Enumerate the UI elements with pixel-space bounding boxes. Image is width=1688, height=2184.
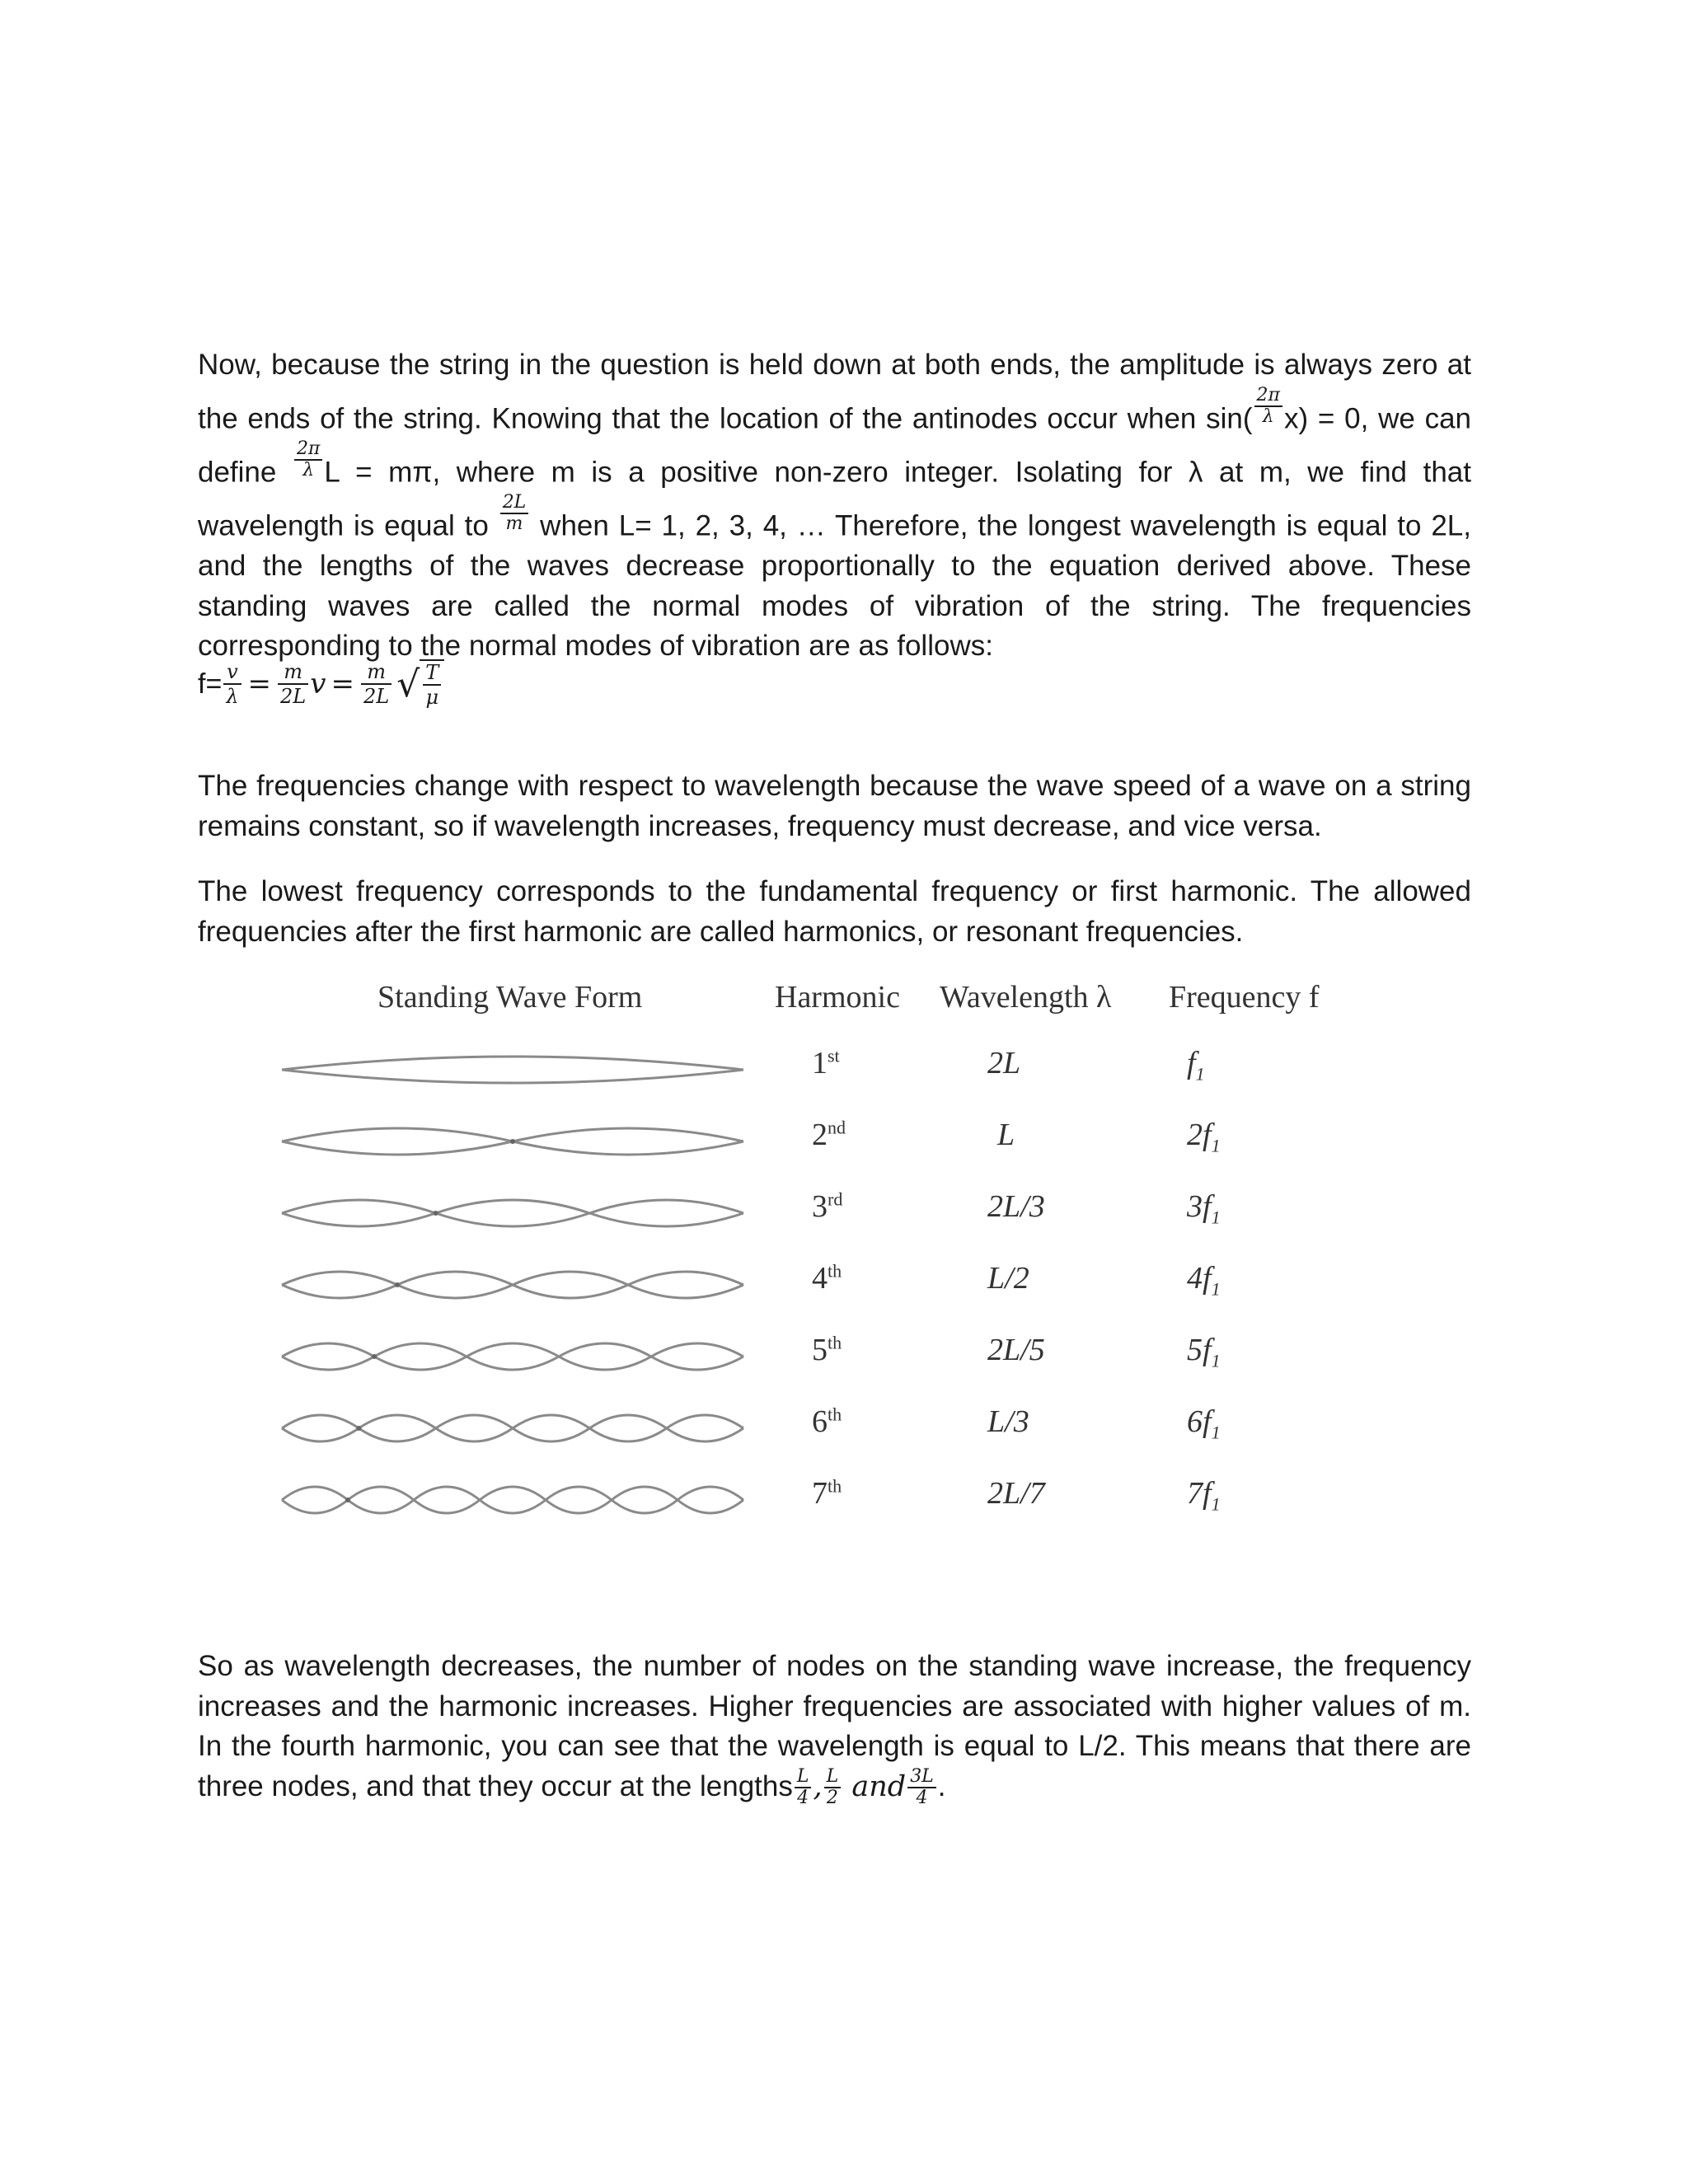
eq-v: v xyxy=(310,668,326,701)
frequency-coefficient: 2 xyxy=(1187,1118,1203,1152)
fraction-L-over-2 xyxy=(824,1767,842,1808)
frequency-cell xyxy=(1187,1117,1221,1157)
wave-form-2 xyxy=(282,1128,743,1155)
node-marker xyxy=(395,1282,400,1287)
wave-lower-envelope xyxy=(282,1500,743,1513)
frequency-subscript: 1 xyxy=(1211,1135,1221,1156)
frequency-coefficient: 4 xyxy=(1187,1261,1203,1296)
harmonic-ordinal-suffix: th xyxy=(828,1332,842,1353)
fraction-numerator: 2π xyxy=(294,439,322,461)
harmonic-number: 6 xyxy=(812,1404,828,1439)
harmonic-ordinal-suffix: st xyxy=(828,1045,840,1066)
frequency-subscript: 1 xyxy=(1211,1493,1221,1515)
fraction-numerator: m xyxy=(278,660,308,685)
paragraph-boundary-conditions xyxy=(198,345,1471,667)
fraction-numerator: L xyxy=(795,1767,812,1788)
frequency-subscript: 1 xyxy=(1211,1350,1221,1371)
fraction-m-over-2L-2 xyxy=(361,660,392,708)
fraction-denominator: 2L xyxy=(363,685,390,708)
wavelength-cell: 2L xyxy=(987,1046,1021,1080)
fraction-2pi-over-lambda-2 xyxy=(294,439,322,480)
harmonic-ordinal-suffix: rd xyxy=(828,1188,843,1210)
wave-form-5 xyxy=(282,1343,743,1370)
fraction-numerator: T xyxy=(423,661,441,686)
harmonic-cell xyxy=(812,1117,846,1153)
frequency-subscript: 1 xyxy=(1211,1422,1221,1443)
and-word: and xyxy=(842,1769,907,1803)
wave-lower-envelope xyxy=(282,1428,743,1441)
frequency-symbol: f xyxy=(1203,1189,1212,1224)
frequency-coefficient: 5 xyxy=(1187,1333,1203,1367)
wave-form-4 xyxy=(282,1272,743,1298)
radicand xyxy=(420,659,444,709)
fraction-numerator: m xyxy=(361,660,392,685)
frequency-coefficient: 7 xyxy=(1187,1476,1203,1511)
harmonic-cell xyxy=(812,1188,842,1225)
wave-upper-envelope xyxy=(282,1343,743,1357)
wavelength-cell: L/2 xyxy=(987,1261,1029,1296)
fraction-numerator: v xyxy=(223,660,241,685)
frequency-cell xyxy=(1187,1260,1221,1301)
paragraph-conclusion xyxy=(198,1647,1471,1808)
wavelength-cell: 2L/3 xyxy=(987,1189,1045,1224)
wave-upper-envelope xyxy=(282,1057,743,1070)
text-run: Now, because the string in the question is held down at both ends, the amplitude is always zero at the ends of the string. Knowing that the location of the antinodes occur when sin( xyxy=(198,349,1471,435)
harmonic-number: 5 xyxy=(812,1333,828,1367)
period: . xyxy=(937,1769,946,1802)
wave-upper-envelope xyxy=(282,1200,743,1213)
harmonic-cell xyxy=(812,1332,842,1368)
node-marker xyxy=(434,1211,438,1216)
frequency-cell xyxy=(1187,1188,1221,1229)
harmonic-number: 7 xyxy=(812,1476,828,1511)
harmonic-cell xyxy=(812,1475,842,1511)
harmonic-cell xyxy=(812,1260,842,1296)
wave-lower-envelope xyxy=(282,1285,743,1298)
fraction-2pi-over-lambda xyxy=(1254,386,1282,427)
frequency-symbol: f xyxy=(1187,1046,1196,1080)
fraction-denominator: λ xyxy=(1262,405,1274,427)
harmonic-cell xyxy=(812,1404,842,1440)
frequency-symbol: f xyxy=(1203,1118,1212,1152)
frequency-symbol: f xyxy=(1203,1476,1212,1511)
node-marker xyxy=(510,1139,515,1144)
frequency-symbol: f xyxy=(1203,1404,1212,1439)
radical-sign: √ xyxy=(396,663,420,705)
harmonic-ordinal-suffix: th xyxy=(828,1475,842,1497)
equals-sign: = xyxy=(247,668,272,701)
harmonic-number: 4 xyxy=(812,1261,828,1296)
text-run: So as wavelength decreases, the number of nodes on the standing wave increase, the frequency increases and the harmonic increases. Higher frequencies are associated with higher values of m. In the fourth harmonic, you can see that the wavelength is equal to L/2. This means that there are three nodes, and that they occur at the lengths xyxy=(198,1650,1471,1802)
harmonic-number: 2 xyxy=(812,1118,828,1152)
fraction-numerator: 2π xyxy=(1254,386,1282,407)
standing-wave-figure xyxy=(272,964,1360,1541)
text-run: L = mπ, where m is a positive non-zero integer. Isolating for λ at m, we find that wavelength is equal to xyxy=(198,456,1471,542)
fraction-denominator: m xyxy=(505,513,523,534)
harmonic-cell xyxy=(812,1045,840,1081)
frequency-coefficient: 6 xyxy=(1187,1404,1203,1439)
fraction-numerator: L xyxy=(824,1767,842,1788)
fraction-v-over-lambda xyxy=(223,660,241,708)
fraction-denominator: λ xyxy=(302,459,315,480)
paragraph-harmonics: The lowest frequency corresponds to the fundamental frequency or first harmonic. The allowed frequencies after the first harmonic are called harmonics, or resonant frequencies. xyxy=(198,875,1471,948)
wave-form-1 xyxy=(282,1057,743,1083)
frequency-cell xyxy=(1187,1475,1221,1516)
header-standing-wave-form: Standing Wave Form xyxy=(377,980,643,1015)
fraction-denominator: λ xyxy=(226,685,239,708)
frequency-coefficient: 3 xyxy=(1187,1189,1203,1224)
header-wavelength: Wavelength λ xyxy=(940,980,1112,1015)
harmonic-ordinal-suffix: th xyxy=(828,1404,842,1425)
wave-lower-envelope xyxy=(282,1213,743,1226)
fraction-3L-over-4 xyxy=(907,1767,936,1808)
fraction-denominator: 4 xyxy=(797,1788,809,1809)
harmonic-number: 3 xyxy=(812,1189,828,1224)
comma: , xyxy=(813,1769,823,1803)
header-frequency: Frequency f xyxy=(1169,980,1320,1015)
wave-lower-envelope xyxy=(282,1070,743,1083)
node-marker xyxy=(356,1426,361,1431)
square-root xyxy=(396,659,444,709)
wave-upper-envelope xyxy=(282,1272,743,1285)
fraction-L-over-4 xyxy=(795,1767,812,1808)
wave-upper-envelope xyxy=(282,1415,743,1428)
frequency-symbol: f xyxy=(1203,1333,1212,1367)
frequency-subscript: 1 xyxy=(1211,1278,1221,1300)
harmonic-ordinal-suffix: nd xyxy=(828,1117,846,1138)
frequency-cell xyxy=(1187,1404,1221,1444)
wavelength-cell: 2L/7 xyxy=(987,1476,1045,1511)
text-run: when L= 1, 2, 3, 4, … Therefore, the longest wavelength is equal to 2L, and the lengths of the waves decrease proportionally to the equation derived above. These standing waves are called the normal modes of vibration of the string. The frequencies corresponding to the normal modes of vibration are as follows: xyxy=(198,509,1471,663)
wave-upper-envelope xyxy=(282,1487,743,1500)
frequency-subscript: 1 xyxy=(1195,1063,1205,1085)
fraction-m-over-2L xyxy=(278,660,308,708)
fraction-denominator: 2L xyxy=(280,685,307,708)
paragraph-frequency-change: The frequencies change with respect to wavelength because the wave speed of a wave on a string remains constant, so if wavelength increases, frequency must decrease, and vice versa. xyxy=(198,770,1471,842)
frequency-cell xyxy=(1187,1332,1221,1372)
eq-f-label: f= xyxy=(198,668,223,700)
frequency-subscript: 1 xyxy=(1211,1207,1221,1228)
fraction-numerator: 2L xyxy=(500,493,529,514)
frequency-cell xyxy=(1187,1045,1205,1085)
fraction-denominator: 4 xyxy=(916,1788,928,1809)
fraction-numerator: 3L xyxy=(907,1767,936,1788)
harmonic-ordinal-suffix: th xyxy=(828,1260,842,1282)
wave-form-6 xyxy=(282,1415,743,1441)
frequency-symbol: f xyxy=(1203,1261,1212,1296)
fraction-T-over-mu xyxy=(423,661,441,709)
harmonic-number: 1 xyxy=(812,1046,828,1080)
fraction-denominator: μ xyxy=(425,686,439,709)
frequency-equation xyxy=(198,643,444,725)
node-marker xyxy=(372,1354,377,1359)
node-marker xyxy=(345,1497,350,1502)
fraction-denominator: 2 xyxy=(826,1788,838,1809)
header-harmonic: Harmonic xyxy=(775,980,900,1015)
wavelength-cell: L xyxy=(997,1118,1015,1152)
wavelength-cell: 2L/5 xyxy=(987,1333,1045,1367)
equals-sign: = xyxy=(331,668,354,701)
text-run: x) = 0, we can define xyxy=(198,402,1472,489)
wave-form-7 xyxy=(282,1487,743,1513)
wavelength-cell: L/3 xyxy=(987,1404,1029,1439)
wave-form-3 xyxy=(282,1200,743,1226)
fraction-2L-over-m xyxy=(500,493,529,534)
wave-lower-envelope xyxy=(282,1357,743,1370)
